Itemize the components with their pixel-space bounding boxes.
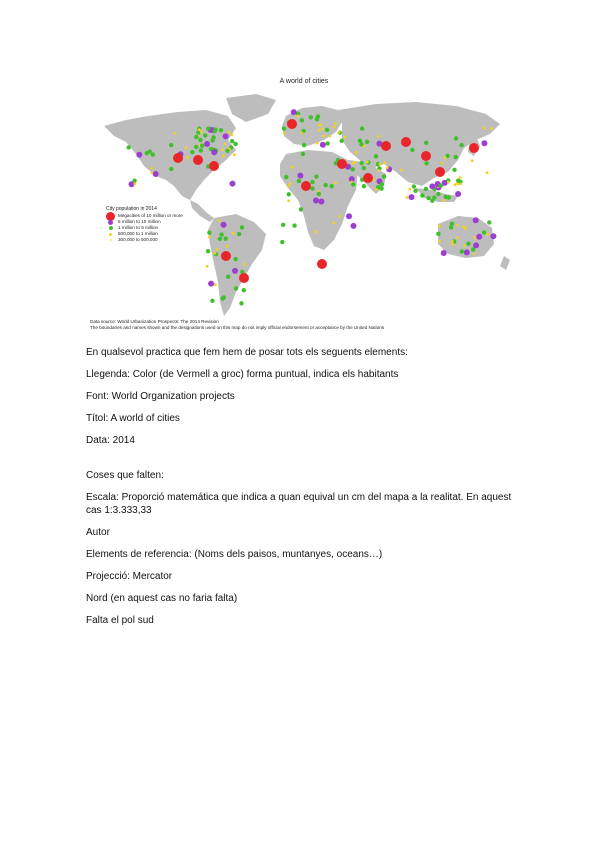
city-dot [297, 115, 300, 118]
city-dot [452, 168, 456, 172]
city-dot [424, 141, 428, 145]
city-dot [386, 167, 389, 170]
city-dot [436, 192, 440, 196]
llegenda-paragraph: Llegenda: Color (de Vermell a groc) forma puntual, indica els habitants [86, 369, 399, 380]
legend-title: City population in 2014 [106, 206, 157, 212]
megacity-dot [239, 273, 249, 283]
city-dot [221, 148, 224, 151]
city-dot [462, 225, 465, 228]
city-dot [360, 126, 364, 130]
city-dot [216, 248, 219, 251]
megacity-dot [421, 151, 431, 161]
city-dot [334, 181, 337, 184]
city-dot [223, 143, 226, 146]
megacity-dot [317, 259, 327, 269]
megacity-dot [209, 161, 219, 171]
map-disclaimer: The boundaries and names shown and the designations used on this map do not imply official endorsement or acceptance by the United Nations [90, 324, 385, 330]
legend-swatch-small [109, 233, 112, 236]
city-dot [343, 136, 346, 139]
city-dot [151, 167, 154, 170]
city-dot [214, 252, 217, 255]
city-dot [200, 144, 204, 148]
projeccio-paragraph: Projecció: Mercator [86, 571, 173, 582]
city-dot [487, 220, 491, 224]
city-dot [351, 223, 357, 229]
city-dot [324, 183, 328, 187]
escala-paragraph: Escala: Proporció matemática que indica a quan equival un cm del mapa a la realitat. En aquest cas 1:3.333,33 [86, 492, 512, 516]
city-dot [221, 222, 227, 228]
city-dot [443, 199, 446, 202]
city-dot [463, 244, 466, 247]
city-dot [292, 223, 296, 227]
city-dot [420, 193, 424, 197]
city-dot [226, 245, 229, 248]
city-dot [460, 249, 464, 253]
city-dot [444, 195, 448, 199]
city-dot [233, 153, 236, 156]
legend-label: 5 million to 10 million [118, 219, 161, 224]
city-dot [299, 207, 303, 211]
city-dot [282, 126, 286, 130]
legend-label: 300,000 to 500,000 [118, 237, 158, 242]
city-dot [456, 179, 460, 183]
city-dot [410, 148, 414, 152]
city-dot [302, 143, 306, 147]
city-dot [426, 196, 430, 200]
city-dot [400, 169, 403, 172]
intro-paragraph: En qualsevol practica que fem hem de posar tots els seguents elements: [86, 347, 408, 358]
city-dot [429, 183, 435, 189]
city-dot [346, 213, 352, 219]
central-america [190, 200, 214, 222]
city-dot [237, 232, 241, 236]
city-dot [482, 230, 486, 234]
city-dot [321, 127, 324, 130]
city-dot [352, 162, 355, 165]
city-dot [315, 231, 318, 234]
city-dot [459, 183, 462, 186]
data-paragraph: Data: 2014 [86, 435, 135, 446]
city-dot [374, 154, 378, 158]
city-dot [313, 198, 319, 204]
city-dot [287, 199, 290, 202]
city-dot [315, 117, 319, 121]
autor-paragraph: Autor [86, 527, 110, 538]
city-dot [194, 145, 198, 149]
city-dot [219, 128, 223, 132]
city-dot [351, 167, 355, 171]
city-dot [196, 130, 200, 134]
city-dot [330, 184, 334, 188]
megacity-dot [381, 141, 391, 151]
city-dot [314, 174, 318, 178]
city-dot [441, 250, 447, 256]
map-title: A world of cities [279, 78, 329, 85]
elements-paragraph: Elements de referencia: (Noms dels paisos, muntanyes, oceans…) [86, 549, 383, 560]
city-dot [363, 145, 366, 148]
city-dot [291, 109, 297, 115]
city-dot [239, 301, 243, 305]
city-dot [333, 126, 336, 129]
city-dot [365, 140, 369, 144]
map-source: Data source: World Urbanization Prospects: The 2014 Revision [90, 319, 219, 324]
city-dot [228, 131, 231, 134]
city-dot [454, 155, 458, 159]
city-dot [450, 222, 454, 226]
city-dot [222, 155, 225, 158]
city-dot [127, 145, 131, 149]
megacity-dot [221, 251, 231, 261]
megacity-dot [435, 167, 445, 177]
city-dot [211, 149, 217, 155]
city-dot [186, 156, 189, 159]
city-dot [198, 138, 202, 142]
city-dot [338, 131, 341, 134]
legend-label: Megacities of 10 million or more [118, 213, 183, 218]
megacity-dot [173, 153, 183, 163]
city-dot [310, 186, 314, 190]
legend-swatch-medium [109, 226, 113, 230]
legend-label: 1 million to 5 million [118, 225, 159, 230]
city-dot [430, 199, 434, 203]
city-dot [333, 222, 336, 225]
megacity-dot [301, 181, 311, 191]
city-dot [207, 231, 211, 235]
city-dot [383, 162, 386, 165]
city-dot [190, 150, 194, 154]
city-dot [459, 176, 462, 179]
city-dot [297, 173, 303, 179]
city-dot [441, 162, 444, 165]
city-dot [355, 151, 358, 154]
legend-swatch-large [108, 220, 113, 225]
legend-label: 500,000 to 1 million [118, 231, 158, 236]
city-dot [456, 236, 459, 239]
city-dot [318, 129, 321, 132]
city-dot [208, 236, 211, 239]
city-dot [203, 133, 207, 137]
city-dot [375, 188, 378, 191]
legend-item [106, 237, 183, 243]
city-dot [221, 296, 225, 300]
city-dot [204, 141, 210, 147]
city-dot [413, 189, 417, 193]
city-dot [223, 133, 229, 139]
city-dot [406, 196, 409, 199]
city-dot [454, 136, 458, 140]
city-dot [225, 149, 229, 153]
city-dot [340, 139, 344, 143]
city-dot [438, 225, 441, 228]
city-dot [471, 247, 475, 251]
city-dot [297, 179, 301, 183]
city-dot [362, 166, 366, 170]
city-dot [291, 166, 294, 169]
megacity-dot [337, 159, 347, 169]
city-dot [287, 192, 291, 196]
city-dot [483, 127, 486, 130]
city-dot [382, 174, 386, 178]
city-dot [316, 142, 319, 145]
city-dot [208, 281, 214, 287]
city-dot [424, 187, 428, 191]
legend-swatch-smallest [110, 239, 112, 241]
city-dot [226, 275, 230, 279]
megacity-dot [401, 137, 411, 147]
city-dot [310, 180, 314, 184]
city-dot [284, 175, 288, 179]
city-dot [136, 152, 142, 158]
city-dot [317, 192, 321, 196]
city-dot [379, 163, 382, 166]
city-dot [334, 122, 337, 125]
city-dot [466, 242, 470, 246]
city-dot [231, 133, 234, 136]
city-dot [233, 142, 237, 146]
city-dot [451, 243, 454, 246]
city-dot [362, 184, 366, 188]
city-dot [449, 225, 453, 229]
city-dot [454, 183, 457, 186]
map-legend [106, 206, 183, 243]
city-dot [301, 152, 305, 156]
city-dot [456, 224, 459, 227]
city-dot [473, 236, 476, 239]
city-dot [351, 182, 355, 186]
city-dot [476, 234, 482, 240]
city-dot [219, 232, 223, 236]
city-dot [210, 299, 214, 303]
city-dot [133, 182, 136, 185]
city-dot [206, 265, 209, 268]
city-dot [280, 240, 284, 244]
city-dot [213, 127, 217, 131]
south-america [208, 214, 266, 316]
city-dot [473, 242, 479, 248]
city-dot [240, 225, 244, 229]
city-dot [455, 191, 461, 197]
city-dot [377, 169, 380, 172]
city-dot [230, 181, 236, 187]
city-dot [486, 171, 489, 174]
map-graphic [86, 68, 522, 336]
city-dot [320, 142, 326, 148]
city-dot [438, 240, 441, 243]
city-dot [206, 249, 210, 253]
city-dot [436, 232, 440, 236]
city-dot [174, 132, 177, 135]
city-dot [185, 146, 188, 149]
city-dot [200, 131, 203, 134]
megacity-dot [469, 143, 479, 153]
megacity-dot [193, 155, 203, 165]
document-body [86, 346, 526, 627]
city-dot [424, 161, 428, 165]
city-dot [224, 237, 228, 241]
city-dot [281, 223, 285, 227]
city-dot [447, 181, 450, 184]
city-dot [325, 128, 329, 132]
city-dot [338, 215, 341, 218]
font-paragraph: Font: World Organization projects [86, 391, 235, 402]
city-dot [148, 149, 152, 153]
city-dot [218, 237, 222, 241]
city-dot [473, 252, 476, 255]
city-dot [464, 249, 470, 255]
city-dot [377, 135, 380, 138]
city-dot [380, 182, 384, 186]
city-dot [459, 143, 463, 147]
city-dot [481, 140, 487, 146]
city-dot [300, 118, 304, 122]
city-dot [359, 161, 363, 165]
city-dot [198, 128, 201, 131]
titol-paragraph: Títol: A world of cities [86, 413, 180, 424]
city-dot [234, 286, 238, 290]
city-dot [210, 138, 214, 142]
city-dot [444, 156, 447, 159]
city-dot [412, 184, 416, 188]
world-cities-map [86, 68, 522, 336]
city-dot [309, 115, 313, 119]
city-dot [322, 135, 325, 138]
megacity-dot [287, 119, 297, 129]
city-dot [473, 217, 479, 223]
city-dot [366, 161, 369, 164]
city-dot [206, 127, 210, 131]
megacity-dot [363, 173, 373, 183]
city-dot [232, 268, 238, 274]
city-dot [243, 263, 246, 266]
city-dot [318, 199, 324, 205]
city-dot [301, 132, 304, 135]
city-dot [232, 232, 235, 235]
city-dot [408, 188, 411, 191]
city-dot [283, 132, 286, 135]
missing-heading: Coses que falten: [86, 470, 164, 481]
city-dot [287, 184, 290, 187]
city-dot [451, 240, 454, 243]
nord-paragraph: Nord (en aquest cas no faria falta) [86, 593, 238, 604]
map-credits [90, 319, 384, 331]
city-dot [169, 167, 173, 171]
pol-paragraph: Falta el pol sud [86, 615, 154, 626]
city-dot [234, 257, 238, 261]
city-dot [490, 127, 493, 130]
city-dot [328, 135, 331, 138]
city-dot [169, 143, 173, 147]
city-dot [242, 288, 246, 292]
city-dot [218, 219, 221, 222]
city-dot [289, 182, 292, 185]
city-dot [199, 148, 203, 152]
greenland [226, 94, 276, 122]
city-dot [319, 123, 322, 126]
city-dot [471, 159, 474, 162]
city-dot [326, 141, 330, 145]
land-masses [104, 94, 510, 316]
city-dot [490, 233, 496, 239]
new-zealand [500, 256, 510, 270]
city-dot [214, 283, 217, 286]
city-dot [439, 183, 443, 187]
city-dot [194, 135, 198, 139]
city-dot [486, 233, 489, 236]
north-america [104, 110, 236, 200]
city-dot [153, 171, 159, 177]
city-dot [409, 194, 415, 200]
